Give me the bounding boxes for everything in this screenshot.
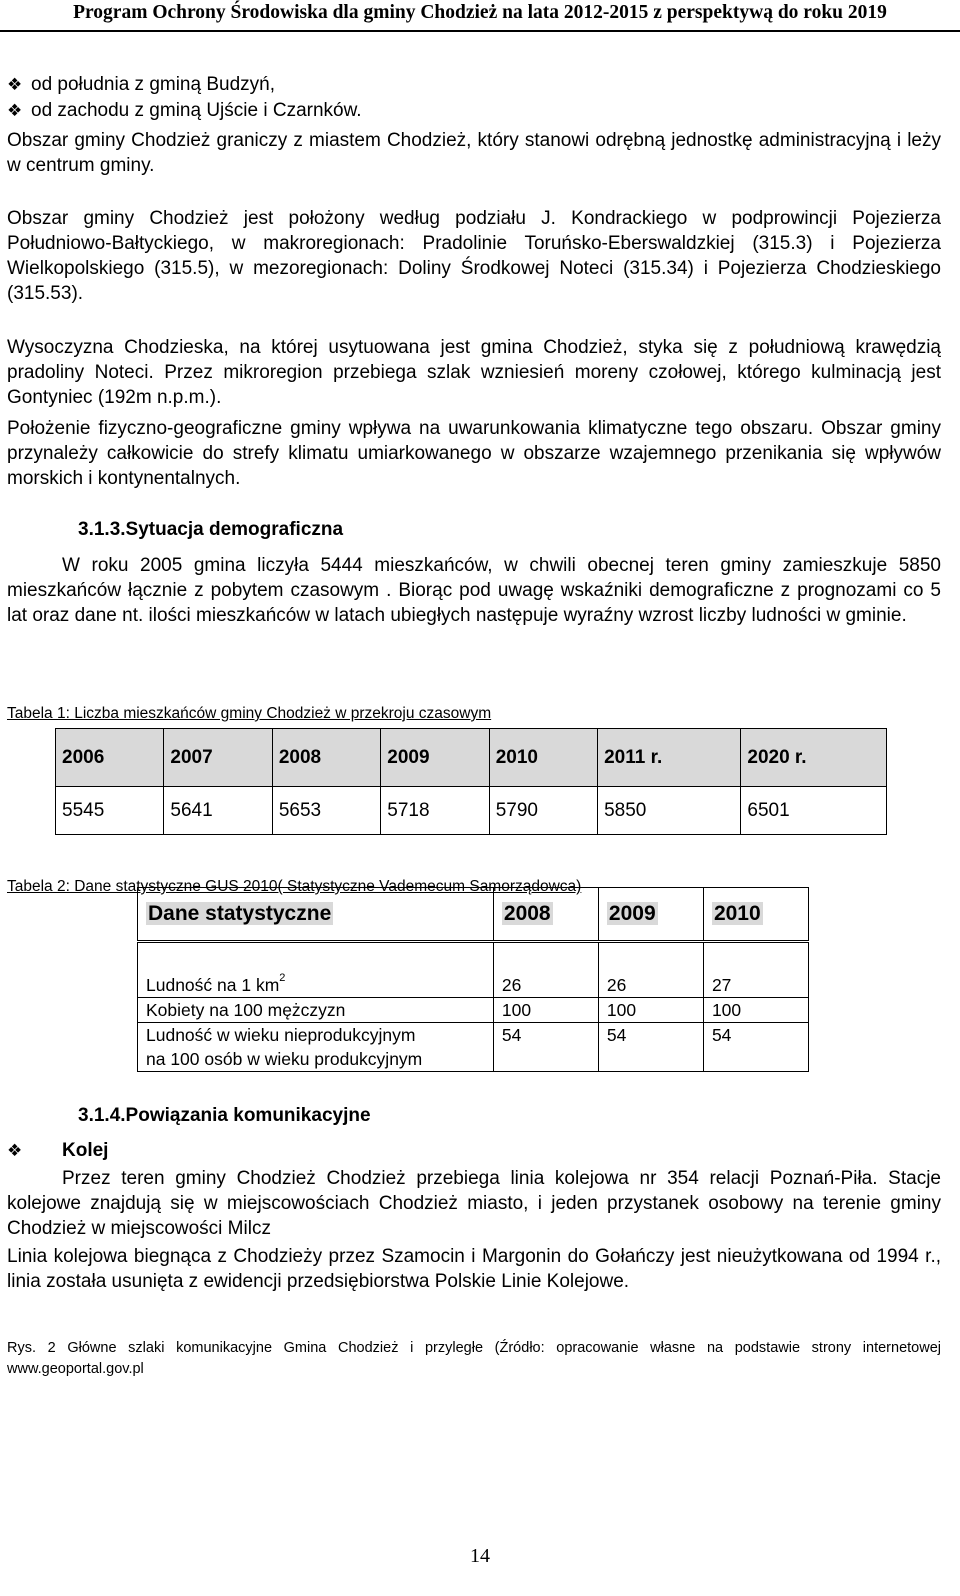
table-header-cell: 2006	[56, 729, 164, 787]
bullet-item: ❖ od zachodu z gminą Ujście i Czarnków.	[7, 100, 362, 121]
table-header-cell: 2007	[164, 729, 272, 787]
table-cell: 54	[598, 1023, 703, 1072]
diamond-bullet-icon: ❖	[7, 75, 23, 94]
table1-caption: Tabela 1: Liczba mieszkańców gminy Chodzież w przekroju czasowym	[7, 705, 492, 722]
table-row	[56, 787, 887, 835]
table-cell: 100	[493, 998, 598, 1023]
table-row	[138, 998, 809, 1023]
table-cell: 6501	[741, 787, 887, 835]
table-header-cell: 2008	[493, 888, 598, 942]
table-header-row	[138, 888, 809, 942]
table-row	[138, 1023, 809, 1072]
table-cell: Ludność na 1 $km^2$	[138, 942, 494, 998]
statistics-table	[137, 887, 809, 1072]
table-header-cell: 2011 r.	[598, 729, 741, 787]
population-table	[55, 728, 887, 835]
table-cell: 54	[703, 1023, 808, 1072]
table-header-row	[56, 729, 887, 787]
table-cell: 100	[703, 998, 808, 1023]
table-header-cell: 2010	[703, 888, 808, 942]
table2-caption: Tabela 2: Dane statystyczne GUS 2010( Statystyczne Vademecum Samorządowca)	[7, 878, 582, 895]
table-header-cell: 2010	[489, 729, 597, 787]
table-cell: 5653	[272, 787, 380, 835]
table-cell: 100	[598, 998, 703, 1023]
table-header-cell: Dane statystyczne	[138, 888, 494, 942]
table-header-cell: 2020 r.	[741, 729, 887, 787]
table-cell: 5718	[381, 787, 489, 835]
section-heading-transport: 3.1.4.Powiązania komunikacyjne	[78, 1105, 371, 1126]
table-header-cell: 2008	[272, 729, 380, 787]
diamond-bullet-icon: ❖	[7, 101, 23, 120]
table-cell: 26	[598, 942, 703, 998]
table-cell: 27	[703, 942, 808, 998]
table-cell: 5545	[56, 787, 164, 835]
table-cell: 5850	[598, 787, 741, 835]
table-cell: 26	[493, 942, 598, 998]
paragraph-climate: Położenie fizyczno-geograficzne gminy wpływa na uwarunkowania klimatyczne tego obszaru. Obszar gminy przynależy całkowicie do strefy klimatu umiarkowanego w obszarze wzajemnego przenikania się wpływów morskich i kontynentalnych.	[7, 418, 941, 489]
page-header: Program Ochrony Środowiska dla gminy Chodzież na lata 2012-2015 z perspektywą do roku 2019	[0, 2, 960, 32]
table-cell: 5790	[489, 787, 597, 835]
bullet-item: ❖ od południa z gminą Budzyń,	[7, 74, 275, 95]
paragraph-railway: Przez teren gminy Chodzież Chodzież przebiega linia kolejowa nr 354 relacji Poznań-Piła. Stacje kolejowe znajdują się w miejscowościach Chodzież miasto, i jeden przystanek osobowy na terenie gminy Chodzież w miejscowości Milcz	[7, 1168, 941, 1239]
figure-caption: Rys. 2 Główne szlaki komunikacyjne Gmina Chodzież i przyległe (Źródło: opracowanie własne na podstawie strony internetowej www.geoportal.gov.pl	[7, 1340, 941, 1377]
table-header-cell: 2009	[598, 888, 703, 942]
table-header-cell: 2009	[381, 729, 489, 787]
bullet-item: ❖ Kolej	[7, 1140, 109, 1161]
page-number: 14	[470, 1545, 490, 1567]
table-cell: 54	[493, 1023, 598, 1072]
paragraph-railway-line: Linia kolejowa biegnąca z Chodzieży przez Szamocin i Margonin do Gołańczy jest nieużytkowana od 1994 r., linia została usunięta z ewidencji przedsiębiorstwa Polskie Linie Kolejowe.	[7, 1246, 941, 1292]
paragraph-upland: Wysoczyzna Chodzieska, na której usytuowana jest gmina Chodzież, styka się z południową krawędzią pradoliny Noteci. Przez mikroregion przebiega szlak wzniesień moreny czołowej, którego kulminacją jest Gontyniec (192m n.p.m.).	[7, 337, 941, 408]
table-cell: Ludność w wieku nieprodukcyjnym na 100 osób w wieku produkcyjnym	[138, 1023, 494, 1072]
table-cell: Kobiety na 100 mężczyzn	[138, 998, 494, 1023]
table-row	[138, 942, 809, 998]
paragraph-demography: W roku 2005 gmina liczyła 5444 mieszkańców, w chwili obecnej teren gminy zamieszkuje 5850 mieszkańców łącznie z pobytem czasowym . Biorąc pod uwagę wskaźniki demograficzne z prognozami co 5 lat oraz dane nt. ilości mieszkańców w latach ubiegłych następuje wyraźny wzrost liczby ludności w gminie.	[7, 555, 941, 626]
paragraph-border: Obszar gminy Chodzież graniczy z miastem Chodzież, który stanowi odrębną jednostkę administracyjną i leży w centrum gminy.	[7, 130, 941, 176]
section-heading-demography: 3.1.3.Sytuacja demograficzna	[78, 519, 344, 540]
diamond-bullet-icon: ❖	[7, 1141, 23, 1160]
paragraph-location: Obszar gminy Chodzież jest położony według podziału J. Kondrackiego w podprowincji Pojezierza Południowo-Bałtyckiego, w makroregionach: Pradolinie Toruńsko-Eberswaldzkiej (315.3) i Pojezierza Wielkopolskiego (315.5), w mezoregionach: Doliny Środkowej Noteci (315.34) i Pojezierza Chodzieskiego (315.53).	[7, 208, 941, 304]
table-cell: 5641	[164, 787, 272, 835]
